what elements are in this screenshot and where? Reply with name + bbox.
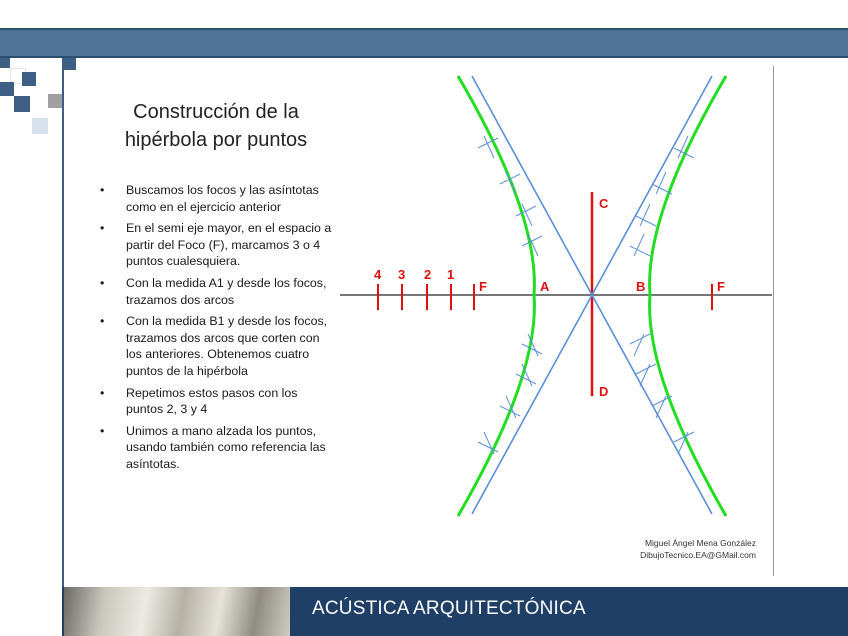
bullet-text: En el semi eje mayor, en el espacio a partir del Foco (F), marcamos 3 o 4 puntos cualesquiera. [126, 221, 332, 269]
label-point-4: 4 [374, 267, 382, 282]
bullet-text: Unimos a mano alzada los puntos, usando también como referencia las asíntotas. [126, 423, 326, 471]
decor-square [48, 94, 62, 108]
decor-square [64, 58, 76, 70]
label-vertex-a: A [540, 279, 550, 294]
bullet-text: Con la medida B1 y desde los focos, trazamos dos arcos que corten con los anteriores. Obtenemos cuatro puntos de la hipérbola [126, 314, 328, 378]
author-credit [600, 537, 756, 561]
list-item [96, 423, 332, 473]
bullet-text: Buscamos los focos y las asíntotas como en el ejercicio anterior [126, 183, 319, 214]
label-vertex-b: B [636, 279, 646, 294]
list-item [96, 220, 332, 270]
label-d: D [599, 384, 609, 399]
hyperbola-diagram [340, 66, 772, 526]
label-c: C [599, 196, 609, 211]
footer-title: ACÚSTICA ARQUITECTÓNICA [312, 598, 586, 619]
slide-right-rule [773, 66, 774, 576]
label-point-3: 3 [398, 267, 406, 282]
bullet-text: Con la medida A1 y desde los focos, trazamos dos arcos [126, 275, 327, 307]
list-item [96, 313, 332, 379]
list-item [96, 182, 332, 215]
decor-square [0, 82, 14, 96]
bullet-list [96, 182, 332, 478]
footer-photo [64, 587, 290, 636]
title-line-2: hipérbola por puntos [124, 129, 308, 151]
bullet-icon: • [100, 385, 105, 400]
slide-title [96, 98, 336, 154]
bullet-icon: • [100, 275, 105, 290]
label-point-1: 1 [447, 267, 455, 282]
bullet-icon: • [100, 221, 105, 236]
list-item [96, 385, 332, 418]
bullet-icon: • [100, 423, 105, 438]
slide-left-rule [62, 58, 64, 588]
decor-square [32, 118, 48, 134]
list-item [96, 275, 332, 308]
author-email: DibujoTecnico.EA@GMail.com [640, 550, 756, 560]
title-line-1: Construcción de la [133, 101, 299, 123]
author-name: Miguel Ángel Mena González [644, 538, 756, 548]
header-bar [0, 28, 848, 58]
decor-square [14, 96, 30, 112]
decor-square [22, 72, 36, 86]
decor-square [0, 58, 10, 68]
bullet-text: Repetimos estos pasos con los puntos 2, 3 y 4 [126, 385, 298, 417]
bullet-icon: • [100, 314, 105, 329]
label-focus-left: F [479, 279, 487, 294]
bullet-icon: • [100, 183, 105, 197]
label-focus-right: F [717, 279, 725, 294]
label-point-2: 2 [424, 267, 432, 282]
